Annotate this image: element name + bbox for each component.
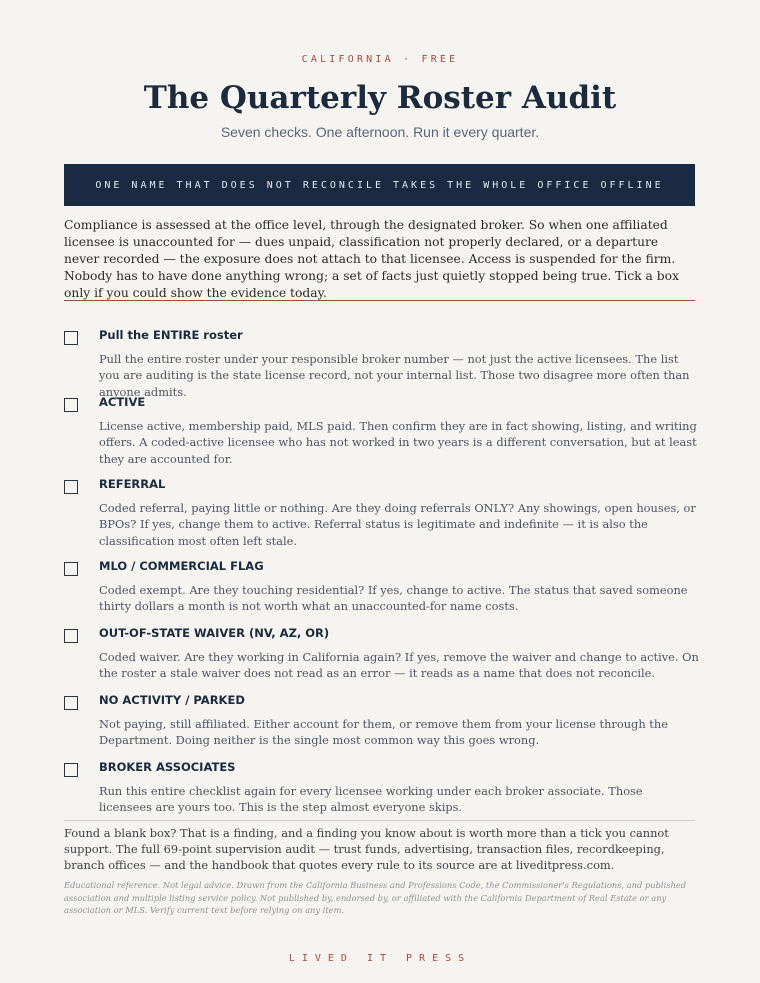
intro-paragraph: Compliance is assessed at the office level, through the designated broker. So when one affiliated licensee is unaccounted for — dues unpaid, classification not properly declared, or a departure never recorded — the exposure does not attach to that licensee. Access is suspended for the firm. Nobody has to have done anything wrong; a set of facts just quietly stopped being true. Tick a box only if you could show the evidence today. [64,218,680,300]
checkbox-no-activity[interactable] [64,696,78,710]
eyebrow-label: CALIFORNIA · FREE [301,54,459,65]
page-subtitle: Seven checks. One afternoon. Run it every quarter. [220,124,540,140]
closing-paragraph: Found a blank box? That is a finding, and a finding you know about is worth more than a tick you cannot support. The full 69-point supervision audit — trust funds, advertising, transaction files, recordkeeping, branch offices — and the handbook that quotes every rule to its source are at liveditpress.com. [64,826,669,872]
checkbox-mlo-commercial[interactable] [64,562,78,576]
checkbox-active[interactable] [64,398,78,412]
banner-text: ONE NAME THAT DOES NOT RECONCILE TAKES THE WHOLE OFFICE OFFLINE [95,179,664,191]
footer-brand: LIVED IT PRESS [288,953,472,964]
checklist-item-body: Coded exempt. Are they touching residential? If yes, change to active. The status that saved someone thirty dollars a month is not worth what an unaccounted-for name costs. [99,583,688,614]
checklist-item-title: OUT-OF-STATE WAIVER (NV, AZ, OR) [99,626,330,640]
checkbox-roster[interactable] [64,331,78,345]
section-divider [64,300,695,301]
disclaimer-text: Educational reference. Not legal advice. Drawn from the California Business and Professions Code, the Commissioner's Regulations, and published association and multiple listing service policy. Not published by, endorsed by, or affiliated with the California Department of Real Estate or any association or MLS. Verify current text before relying on any item. [64,880,687,916]
checklist-item-title: BROKER ASSOCIATES [99,760,236,774]
checklist-item-body: License active, membership paid, MLS paid. Then confirm they are in fact showing, listing, and writing offers. A coded-active licensee who has not worked in two years is a different conversation, but at least they are accounted for. [99,419,697,466]
checklist-item-body: Pull the entire roster under your responsible broker number — not just the active licensees. The list you are auditing is the state license record, not your internal list. Those two disagree more often than anyone admits. [99,352,690,399]
checklist-item-body: Coded referral, paying little or nothing. Are they doing referrals ONLY? Any showings, open houses, or BPOs? If yes, change them to active. Referral status is legitimate and indefinite — it is also the classification most often left stale. [99,501,696,548]
checklist-item-body: Not paying, still affiliated. Either account for them, or remove them from your license through the Department. Doing neither is the single most common way this goes wrong. [99,717,668,748]
checklist-item-title: Pull the ENTIRE roster [99,328,243,342]
page-title: The Quarterly Roster Audit [143,80,617,116]
warning-banner [64,164,695,206]
checklist-item-title: REFERRAL [99,477,166,491]
checkbox-out-of-state[interactable] [64,629,78,643]
checkbox-broker-associates[interactable] [64,763,78,777]
checklist-item-title: MLO / COMMERCIAL FLAG [99,559,264,573]
closing-divider [64,820,695,821]
checklist-item-body: Coded waiver. Are they working in California again? If yes, remove the waiver and change to active. On the roster a stale waiver does not read as an error — it reads as a name that does not reconcile. [99,650,699,681]
checklist-item-title: ACTIVE [99,395,146,409]
checkbox-referral[interactable] [64,480,78,494]
checklist-item-title: NO ACTIVITY / PARKED [99,693,245,707]
checklist-item-body: Run this entire checklist again for every licensee working under each broker associate. Those licensees are yours too. This is the step almost everyone skips. [99,784,643,815]
